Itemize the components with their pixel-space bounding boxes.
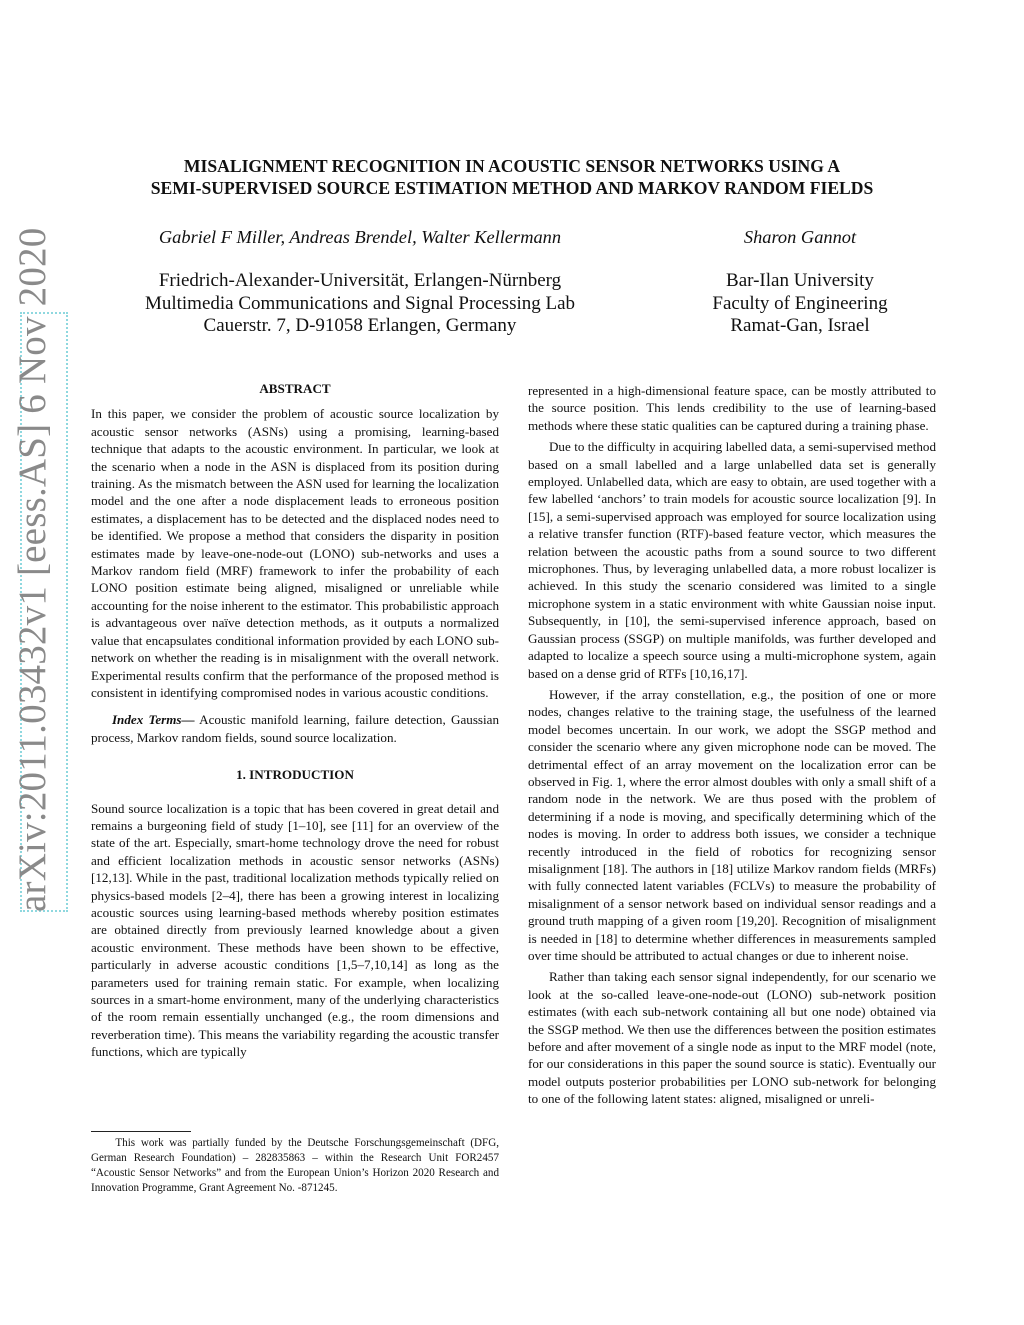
right-column [528, 382, 936, 1112]
title-line-2: SEMI-SUPERVISED SOURCE ESTIMATION METHOD AND MARKOV RANDOM FIELDS [150, 178, 874, 198]
right-paragraph-1: represented in a high-dimensional feature space, can be mostly attributed to the source position. This lends credibility to the use of learning-based methods where these static qualities can be captured during a training phase. [528, 383, 936, 433]
affiliation-right [690, 270, 910, 338]
index-terms [91, 711, 499, 746]
paper-title [70, 155, 954, 199]
affiliation-line: Bar-Ilan University [726, 270, 874, 291]
index-terms-label: Index Terms— [111, 712, 195, 728]
authors-right: Sharon Gannot [743, 227, 857, 247]
abstract-text: In this paper, we consider the problem of acoustic source localization by acoustic sensor networks (ASNs) using a promising, learning-based technique that adapts to the acoustic environment. In particular, we look at the scenario when a node in the ASN is displaced from its position during training. As the mismatch between the ASN used for learning the localization model and the one after a node displacement leads to erroneous position estimates, a displacement has to be detected and the displaced nodes need to be identified. We propose a method that considers the disparity in position estimates made by leave-one-node-out (LONO) sub-networks and uses a Markov random field (MRF) framework to infer the probability of each LONO position estimate being aligned, misaligned or unreliable while accounting for the noise inherent to the estimator. This probabilistic approach is advantageous over naïve detection methods, as it outputs a normalized value that encapsulates conditional information provided by each LONO sub-network on whether the reading is in misalignment with the overall network. Experimental results confirm that the performance of the proposed method is consistent in identifying compromised nodes in various acoustic conditions. [91, 406, 499, 700]
footnote: This work was partially funded by the Deutsche Forschungsgemeinschaft (DFG, German Research Foundation) – 282835863 – within the Research Unit FOR2457 “Acoustic Sensor Networks” and from the European Union’s Horizon 2020 Research and Innovation Programme, Grant Agreement No. -871245. [91, 1137, 499, 1194]
intro-paragraph-1: Sound source localization is a topic that has been covered in great detail and remains a burgeoning field of study [1–10], see [11] for an overview of the state of the art. Especially, smart-home technology drove the need for robust and efficient localization methods in acoustic sensor networks (ASNs) [12,13]. While in the past, traditional localization methods typically relied on physics-based models [2–4], there has been a growing interest in localizing acoustic sources using learning-based methods whereby position estimates are obtained directly from previously learned knowledge about a given acoustic environment. These methods have been shown to be effective, particularly in adverse acoustic conditions [1,5–7,10,14] as long as the parameters used for training remain static. For example, when localizing sources in a smart-home environment, many of the underlying characteristics of the room remain essentially unchanged (e.g., the room dimensions and reverberation time). This means the variability regarding the acoustic transfer functions, which are typically [91, 800, 499, 1060]
right-paragraph-4: Rather than taking each sensor signal independently, for our scenario we look at the so-called leave-one-node-out (LONO) sub-network position estimates (with each sub-network containing all but one node) obtained via the SSGP method. We then use the differences between the position estimates before and after movement of a single node as input to the MRF model (note, for our considerations in this paper the sound source is static). Eventually our model outputs posterior probabilities per LONO sub-network for belonging to one of the following latent states: aligned, misaligned or unreli- [528, 969, 936, 1107]
authors-left: Gabriel F Miller, Andreas Brendel, Walter Kellermann [158, 227, 562, 247]
affiliation-line: Friedrich-Alexander-Universität, Erlangen-Nürnberg [158, 270, 562, 291]
footnote-rule [91, 1131, 191, 1132]
abstract-heading: ABSTRACT [259, 381, 331, 396]
right-paragraph-2: Due to the difficulty in acquiring labelled data, a semi-supervised method based on a small labelled and a large unlabelled data set is generally employed. Unlabelled data, which are easy to obtain, are used together with a few labelled ‘anchors’ to train models for acoustic source localization [9]. In [15], a semi-supervised approach was employed for source localization using a relative transfer function (RTF)-based feature vector, which measures the relation between the acoustic paths from a sound source to two different microphones. Thus, by leveraging unlabelled data, a more robust localizer is achieved. In this study the scenario considered was limited to a single microphone system in a static environment with white Gaussian noise input. Subsequently, in [10], the semi-supervised inference approach, based on Gaussian process (SSGP) on multiple manifolds, was further developed and adapted to localize a speech source using a multi-microphone system, again based on a dense grid of RTFs [10,16,17]. [528, 439, 936, 681]
arxiv-identifier[interactable]: arXiv:2011.03432v1 [eess.AS] 6 Nov 2020 [11, 227, 54, 912]
affiliation-line: Multimedia Communications and Signal Processing Lab [144, 292, 576, 314]
affiliation-line: Faculty of Engineering [712, 292, 888, 314]
left-column [91, 380, 499, 1065]
index-terms-text: Acoustic manifold learning, failure detection, Gaussian process, Markov random fields, sound source localization. [91, 712, 500, 745]
right-paragraph-3: However, if the array constellation, e.g., the position of one or more nodes, changes relative to the training stage, the usefulness of the learned model becomes uncertain. In our work, we adopt the SSGP method and consider the scenario where any given microphone node can be moved. The detrimental effect of an array movement on the localization error can be observed in Fig. 1, where the error almost doubles with only a small shift of a random node in the network. We are thus posed with the problem of determining if a node is moving, and specifically determining which of the nodes is moving. In order to address both issues, we consider a technique recently introduced in the field of robotics for recognizing sensor misalignment [18]. The authors in [18] utilize Markov random fields (MRFs) with fully connected latent variables (FCLVs) to measure the probability of misalignment of a sensor network based on individual sensor readings and a ground truth mapping of a given room [19,20]. Recognition of misalignment is needed in [18] to determine whether differences in measurements sampled over time should be attributed to actual changes or due to inherent noise. [528, 686, 936, 963]
intro-heading: 1. INTRODUCTION [236, 767, 354, 783]
affiliation-left [100, 270, 620, 338]
title-line-1: MISALIGNMENT RECOGNITION IN ACOUSTIC SENSOR NETWORKS USING A [183, 156, 841, 176]
affiliation-line: Cauerstr. 7, D-91058 Erlangen, Germany [203, 315, 517, 336]
affiliation-line: Ramat-Gan, Israel [730, 315, 870, 336]
